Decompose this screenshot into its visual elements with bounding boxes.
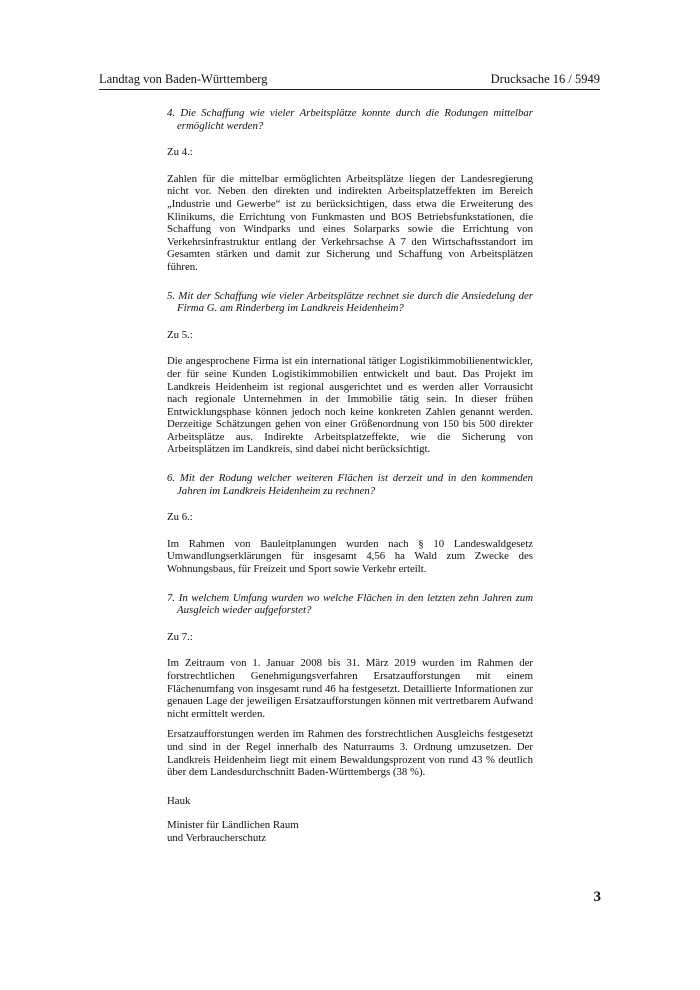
answer-label-5: Zu 5.: xyxy=(167,328,193,341)
question-7: 7. In welchem Umfang wurden wo welche Flächen in den letzten zehn Jahren zum Ausgleich wieder aufgeforstet? xyxy=(167,591,533,617)
question-6: 6. Mit der Rodung welcher weiteren Flächen ist derzeit und in den kommenden Jahren im Landkreis Heidenheim zu rechnen? xyxy=(167,472,533,497)
answer-label-6: Zu 6.: xyxy=(167,511,193,524)
answer-7-paragraph-2: Ersatzaufforstungen werden im Rahmen des forstrechtlichen Ausgleichs festgesetzt und sind in der Regel innerhalb des Naturraums 3. Ordnung umzusetzen. Der Landkreis Heidenheim liegt mit einem Bewaldungsprozent von rund 43 % deutlich über dem Landesdurchschnitt Baden-Württembergs (38 %). xyxy=(167,728,533,779)
document-body xyxy=(167,107,533,845)
answer-6-paragraph-1: Im Rahmen von Bauleitplanungen wurden nach § 10 Landeswaldgesetz Umwandlungserklärungen für insgesamt 4,56 ha Wald zum Zwecke des Wohnungsbaus, für Freizeit und Sport sowie Verkehr erteilt. xyxy=(167,537,533,576)
answer-4-paragraph-1: Zahlen für die mittelbar ermöglichten Arbeitsplätze liegen der Landesregierung nicht vor. Neben den direkten und indirekten Arbeitsplatzeffekten im Bereich „Industrie und Gewerbe“ ist zu berücksichtigen, dass etwa die Erweiterung des Klinikums, die Errichtung von Funkmasten und BOS Betriebsfunkstationen, die Schaffung von Windparks und eines Solarparks sowie die Errichtung von Verkehrsinfrastruktur entlang der Verkehrsachse A 7 den Wirtschaftsstandort im Gesamten stärken und damit zur Sicherung und Schaffung von Arbeitsplätzen führen. xyxy=(167,172,533,273)
header-parliament-name: Landtag von Baden-Württemberg xyxy=(99,72,268,86)
signature-title-line-2: und Verbraucherschutz xyxy=(167,831,267,844)
page-number: 3 xyxy=(593,889,601,905)
signature-title-line-1: Minister für Ländlichen Raum xyxy=(167,819,299,832)
header-document-number: Drucksache 16 / 5949 xyxy=(490,72,600,86)
header-divider xyxy=(99,89,600,90)
page-header xyxy=(99,72,600,86)
signature-name: Hauk xyxy=(167,794,191,807)
answer-label-4: Zu 4.: xyxy=(167,146,193,159)
question-5: 5. Mit der Schaffung wie vieler Arbeitsplätze rechnet sie durch die Ansiedelung der Firma G. am Rinderberg im Landkreis Heidenheim? xyxy=(167,289,533,315)
answer-label-7: Zu 7.: xyxy=(167,630,193,643)
answer-5-paragraph-1: Die angesprochene Firma ist ein international tätiger Logistikimmobilienentwickler, der für seine Kunden Logistikimmobilien entwickelt und baut. Das Projekt im Landkreis Heidenheim ist regional ausgerichtet und es werden aller Vorrausicht nach regionale Unternehmen in der Immobilie tätig sein. In dieser frühen Entwicklungsphase können jedoch noch keine konkreten Zahlen genannt werden. Derzeitige Schätzungen gehen von einer Größenordnung von 150 bis 500 direkter Arbeitsplätze aus. Indirekte Arbeitsplatzeffekte, wie die Sicherung von Arbeitsplätzen im Landkreis, sind dabei nicht berücksichtigt. xyxy=(167,355,533,456)
question-4: 4. Die Schaffung wie vieler Arbeitsplätze konnte durch die Rodungen mittelbar ermöglicht werden? xyxy=(167,107,533,132)
answer-7-paragraph-1: Im Zeitraum von 1. Januar 2008 bis 31. März 2019 wurden im Rahmen der forstrechtlichen Genehmigungsverfahren Ersatzaufforstungen mit einem Flächenumfang von insgesamt rund 46 ha festgesetzt. Detaillierte Informationen zur genauen Lage der jeweiligen Ersatzaufforstungen können mit vertretbarem Aufwand nicht ermittelt werden. xyxy=(167,657,533,720)
